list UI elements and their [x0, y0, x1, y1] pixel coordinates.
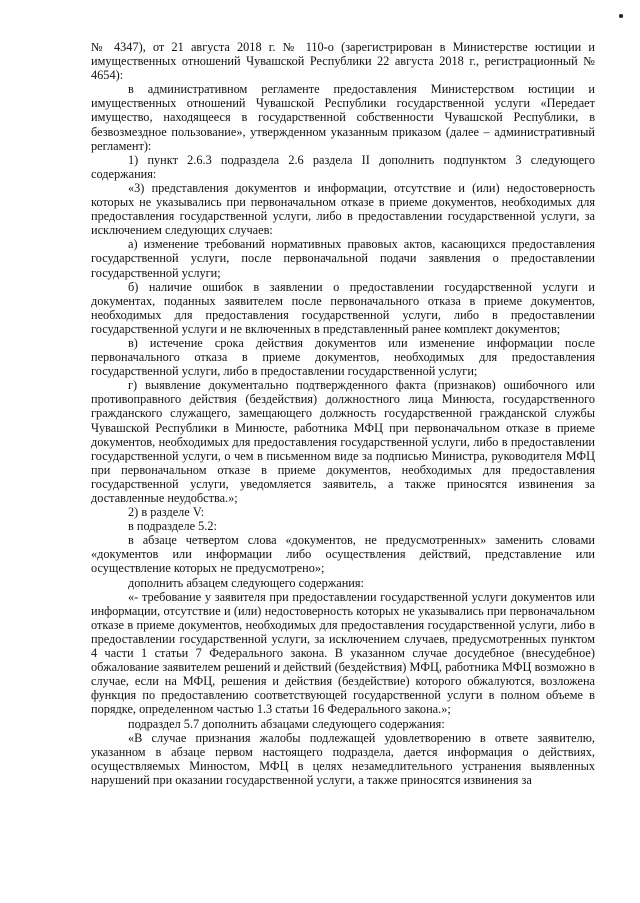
paragraph: «- требование у заявителя при предоставлении государственной услуги документов или информации, отсутствие и (или) недостоверность которых не указывались при первоначальном отказе в приеме документов, необходимых для предоставления государственной услуги, либо в предоставлении государственной услуги, за исключением случаев, предусмотренных пунктом 4 части 1 статьи 7 Федерального закона. В указанном случае досудебное (внесудебное) обжалование заявителем решений и действий (бездействия) МФЦ, работника МФЦ возможно в случае, если на МФЦ, решения и действия (бездействие) которого обжалуются, возложена функция по предоставлению соответствующей государственной услуги в полном объеме в порядке, определенном частью 1.3 статьи 16 Федерального закона.»; [91, 589, 595, 717]
paragraph: г) выявление документально подтвержденного факта (признаков) ошибочного или противоправного действия (бездействия) должностного лица Минюста, государственного гражданского служащего, замещающего должность государственной гражданской службы Чувашской Республики в Минюсте, работника МФЦ при первоначальном отказе в приеме документов, необходимых для предоставления государственной услуги, либо в предоставлении государственной услуги, о чем в письменном виде за подписью Министра, руководителя МФЦ при первоначальном отказе в приеме документов, необходимых для предоставления государственной услуги, уведомляется заявитель, а также приносятся извинения за доставленные неудобства.»; [91, 378, 595, 505]
paragraph: «3) представления документов и информации, отсутствие и (или) недостоверность которых не указывались при первоначальном отказе в приеме документов, необходимых для предоставления государственной услуги, либо в предоставлении государственной услуги, за исключением следующих случаев: [91, 180, 595, 238]
paragraph: в подразделе 5.2: [128, 519, 217, 534]
paragraph: б) наличие ошибок в заявлении о предоставлении государственной услуги и документах, поданных заявителем после первоначального отказа в приеме документов, необходимых для предоставления государственной услуги, либо в предоставлении государственной услуги и не включенных в представленный ранее комплект документов; [91, 279, 595, 336]
paragraph: а) изменение требований нормативных правовых актов, касающихся предоставления государственной услуги, после первоначальной подачи заявления о предоставлении государственной услуги; [91, 237, 595, 280]
paragraph: дополнить абзацем следующего содержания: [128, 575, 364, 590]
paragraph: № 4347), от 21 августа 2018 г. № 110-о (зарегистрирован в Министерстве юстиции и имущественных отношений Чувашской Республики 22 августа 2018 г., регистрационный № 4654): [91, 40, 595, 83]
paragraph: 2) в разделе V: [128, 505, 205, 520]
paragraph: «В случае признания жалобы подлежащей удовлетворению в ответе заявителю, указанном в абзаце первом настоящего подраздела, дается информация о действиях, осуществляемых Минюстом, МФЦ в целях незамедлительного устранения выявленных нарушений при оказании государственной услуги, а также приносятся извинения за [91, 730, 595, 787]
paragraph: в административном регламенте предоставления Министерством юстиции и имущественных отношений Чувашской Республики государственной услуги «Передает имущество, находящееся в государственной собственности Чувашской Республики, в безвозмездное пользование», утвержденном указанным приказом (далее – административный регламент): [91, 82, 595, 153]
document-body [91, 40, 595, 787]
paragraph: подраздел 5.7 дополнить абзацами следующего содержания: [128, 716, 445, 731]
paragraph: в) истечение срока действия документов или изменение информации после первоначального отказа в приеме документов, необходимых для предоставления государственной услуги, либо в предоставлении государственной услуги; [91, 335, 595, 379]
paragraph: в абзаце четвертом слова «документов, не предусмотренных» заменить словами «документов или информации либо осуществления действий, представление или осуществление которых не предусмотрено»; [91, 533, 595, 576]
paragraph: 1) пункт 2.6.3 подраздела 2.6 раздела II дополнить подпунктом 3 следующего содержания: [91, 152, 595, 181]
scan-mark [619, 14, 623, 18]
